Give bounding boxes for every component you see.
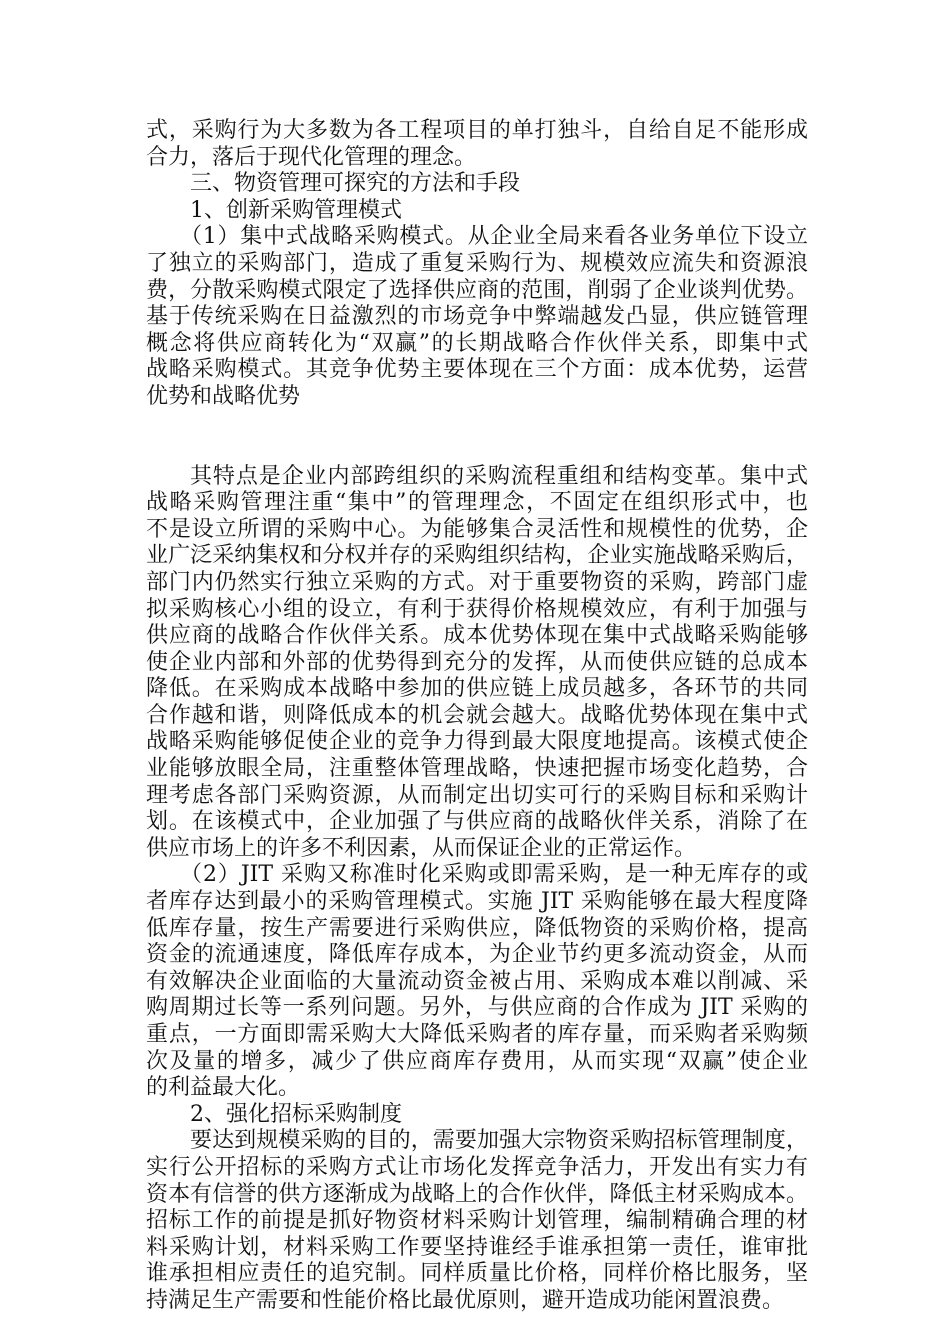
text-line: 不是设立所谓的采购中心。为能够集合灵活性和规模性的优势，企: [146, 516, 808, 542]
heading-text: 三、物资管理可探究的方法和手段: [190, 171, 521, 197]
text-line: 次及量的增多，减少了供应商库存费用，从而实现“双赢”使企业: [146, 1048, 808, 1074]
text-line: 谁承担相应责任的追究制。同样质量比价格，同样价格比服务，坚: [146, 1261, 808, 1287]
text-line: 战略采购模式。其竞争优势主要体现在三个方面：成本优势，运营: [146, 357, 808, 383]
text-line: 购周期过长等一系列问题。另外，与供应商的合作成为 JIT 采购的: [146, 995, 808, 1021]
paragraph: [146, 862, 808, 1101]
section-heading: [146, 171, 808, 198]
text-line: 低库存量，按生产需要进行采购供应，降低物资的采购价格，提高: [146, 915, 808, 941]
paragraph: [146, 1128, 808, 1314]
text-line: 重点，一方面即需采购大大降低采购者的库存量，而采购者采购频: [146, 1022, 808, 1047]
text-line: 了独立的采购部门，造成了重复采购行为、规模效应流失和资源浪: [146, 250, 808, 276]
text-line: （1）集中式战略采购模式。从企业全局来看各业务单位下设立: [180, 224, 808, 250]
text-line: 持满足生产需要和性能价格比最优原则，避开造成功能闲置浪费。: [146, 1287, 785, 1313]
text-line: 合力，落后于现代化管理的理念。: [146, 144, 477, 170]
text-line: 基于传统采购在日益激烈的市场竞争中弊端越发凸显，供应链管理: [146, 304, 808, 330]
text-line: 拟采购核心小组的设立，有利于获得价格规模效应，有利于加强与: [146, 596, 808, 622]
heading-text: 1、创新采购管理模式: [190, 197, 402, 223]
text-line: 有效解决企业面临的大量流动资金被占用、采购成本难以削减、采: [146, 968, 808, 994]
text-line: 降低。在采购成本战略中参加的供应链上成员越多，各环节的共同: [146, 676, 808, 702]
text-line: （2）JIT 采购又称准时化采购或即需采购，是一种无库存的或: [180, 862, 808, 888]
text-line: 战略采购管理注重“集中”的管理理念，不固定在组织形式中，也: [146, 490, 808, 516]
text-line: 使企业内部和外部的优势得到充分的发挥，从而使供应链的总成本: [146, 649, 808, 675]
text-line: 要达到规模采购的目的，需要加强大宗物资采购招标管理制度，: [190, 1128, 808, 1154]
heading-text: 2、强化招标采购制度: [190, 1101, 402, 1127]
paragraph: [146, 464, 808, 863]
text-line: 业能够放眼全局，注重整体管理战略，快速把握市场变化趋势，合: [146, 756, 808, 782]
text-line: 其特点是企业内部跨组织的采购流程重组和结构变革。集中式: [190, 463, 808, 489]
subsection-heading: [146, 1102, 808, 1129]
paragraph: [146, 224, 808, 410]
text-line: 业广泛采纳集权和分权并存的采购组织结构，企业实施战略采购后，: [146, 543, 808, 569]
paragraph: [146, 118, 808, 171]
text-line: 招标工作的前提是抓好物资材料采购计划管理，编制精确合理的材: [146, 1208, 808, 1234]
document-page: [146, 118, 808, 1315]
text-line: 实行公开招标的采购方式让市场化发挥竞争活力，开发出有实力有: [146, 1154, 808, 1180]
text-line: 资金的流通速度，降低库存成本，为企业节约更多流动资金，从而: [146, 942, 808, 968]
text-line: 的利益最大化。: [146, 1075, 301, 1101]
text-line: 供应商的战略合作伙伴关系。成本优势体现在集中式战略采购能够: [146, 623, 808, 649]
text-line: 部门内仍然实行独立采购的方式。对于重要物资的采购，跨部门虚: [146, 569, 808, 595]
text-line: 优势和战略优势: [146, 383, 301, 409]
text-line: 费，分散采购模式限定了选择供应商的范围，削弱了企业谈判优势。: [146, 277, 808, 303]
text-line: 概念将供应商转化为“双赢”的长期战略合作伙伴关系，即集中式: [146, 330, 808, 356]
subsection-heading: [146, 198, 808, 225]
text-line: 战略采购能够促使企业的竞争力得到最大限度地提高。该模式使企: [146, 729, 808, 755]
text-line: 供应市场上的许多不利因素，从而保证企业的正常运作。: [146, 835, 697, 861]
text-line: 式，采购行为大多数为各工程项目的单打独斗，自给自足不能形成: [146, 118, 808, 143]
text-line: 合作越和谐，则降低成本的机会就会越大。战略优势体现在集中式: [146, 702, 808, 728]
text-line: 料采购计划，材料采购工作要坚持谁经手谁承担第一责任，谁审批: [146, 1234, 808, 1260]
text-line: 划。在该模式中，企业加强了与供应商的战略伙伴关系，消除了在: [146, 809, 808, 835]
text-line: 资本有信誉的供方逐渐成为战略上的合作伙伴，降低主材采购成本。: [146, 1181, 808, 1207]
text-line: 理考虑各部门采购资源，从而制定出切实可行的采购目标和采购计: [146, 782, 808, 808]
blank-gap: [146, 411, 808, 464]
text-line: 者库存达到最小的采购管理模式。实施 JIT 采购能够在最大程度降: [146, 889, 808, 915]
